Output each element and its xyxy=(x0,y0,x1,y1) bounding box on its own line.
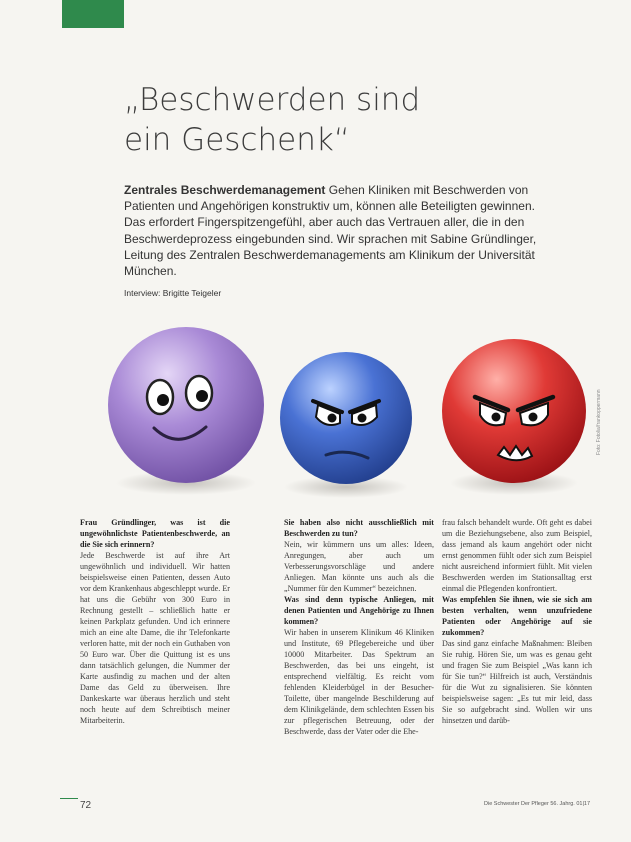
question: Was sind denn typische Anliegen, mit denen Patienten und Angehörige zu Ihnen kommen? xyxy=(284,595,434,626)
footer-rule xyxy=(60,798,78,799)
answer: Jede Beschwerde ist auf ihre Art ungewöhnlich und individuell. Wir hatten beispielsweise einen Patienten, dessen Auto vor dem Krankenhaus abgeschleppt wurde. Er hat uns die Gebühr von 300 Euro in Rechnung gestellt – schließlich hatte er keinen Parkplatz gefunden. Und ich erinnere mich an eine alte Dame, die ihr Telefonkarte verloren hatte, mit der noch ein Guthaben von 50 Euro war. Über die Quittung ist es uns dann tatsächlich gelungen, die Nummer der Karte ausfindig zu machen und der alten Dame das Geld zu überweisen. Ihre Dankeskarte war überaus herzlich und steht noch heute auf dem Schreibtisch meiner Mitarbeiterin. xyxy=(80,551,230,725)
text-column-3 xyxy=(442,517,592,726)
text-column-2 xyxy=(284,517,434,737)
question: Frau Gründlinger, was ist die ungewöhnlichste Patientenbeschwerde, an die Sie sich erinnern? xyxy=(80,518,230,549)
article-title xyxy=(124,80,544,160)
article-photo xyxy=(96,305,601,501)
title-line-1: „Beschwerden sind xyxy=(124,82,421,118)
text-column-1 xyxy=(80,517,230,726)
page-number: 72 xyxy=(80,800,92,811)
byline: Interview: Brigitte Teigeler xyxy=(124,288,222,298)
lead-kicker: Zentrales Beschwerdemanagement xyxy=(124,183,326,197)
lead-text: Gehen Kliniken mit Beschwerden von Patienten und Angehörigen konstruktiv um, können alle Beteiligten gewinnen. Das erfordert Fingerspitzengefühl, aber auch das Vertrauen aller, die in den Beschwerdeprozess eingebunden sind. Wir sprachen mit Sabine Gründlinger, Leitung des Zentralen Beschwerdemanagements am Klinikum der Universität München. xyxy=(124,183,537,279)
ball-grumpy xyxy=(280,352,412,498)
answer: frau falsch behandelt wurde. Oft geht es dabei um die Beziehungsebene, also zum Beispiel, dass jemand als kaum angehört oder nicht ernst genommen fühlt oder sich zum Beispiel nicht ausreichend informiert fühlt. Mit vielen Beschwerden werden im Stationsalltag erst einmal die Pflegenden konfrontiert. xyxy=(442,518,592,593)
section-tab xyxy=(62,0,124,28)
answer: Nein, wir kümmern uns um alles: Ideen, Anregungen, aber auch um Verbesserungsvorschläge und andere Anliegen. Man könnte uns auch als die „Nummer für den Kummer“ bezeichnen. xyxy=(284,540,434,593)
ball-angry xyxy=(442,339,586,495)
answer: Das sind ganz einfache Maßnahmen: Bleiben Sie ruhig. Hören Sie, um was es genau geht und fragen Sie zum Beispiel „Was kann ich für Sie tun?“ Hilfreich ist auch, Verständnis für die Wut zu signalisieren. Sie könnten beispielsweise sagen: „Es tut mir leid, dass Sie so aufgebracht sind. Wollen wir uns hinsetzen und darüb- xyxy=(442,639,592,725)
footer-source: Die Schwester Der Pfleger 56. Jahrg. 01|17 xyxy=(484,801,590,807)
question: Sie haben also nicht ausschließlich mit Beschwerden zu tun? xyxy=(284,518,434,538)
answer: Wir haben in unserem Klinikum 46 Kliniken und Institute, 69 Pflegebereiche und über 10000 Mitarbeiter. Das Spektrum an Beschwerden, das bei uns eingeht, ist entsprechend vielfältig. Es reicht vom fehlenden Kleiderbügel in der Besucher-Toilette, über mangelnde Beschilderung auf dem Klinikgelände, dem schlechten Essen bis zur pflegerischen Betreuung, oder der Beschwerde, dass der Vater oder die Ehe- xyxy=(284,628,434,736)
title-line-2: ein Geschenk“ xyxy=(124,122,350,158)
photo-credit: Foto: Fotolia/frankoppermann xyxy=(596,389,602,455)
question: Was empfehlen Sie ihnen, wie sie sich am besten verhalten, wenn unzufriedene Patienten oder Angehörige auf sie zukommen? xyxy=(442,595,592,637)
article-lead xyxy=(124,182,554,279)
ball-happy xyxy=(108,327,264,495)
